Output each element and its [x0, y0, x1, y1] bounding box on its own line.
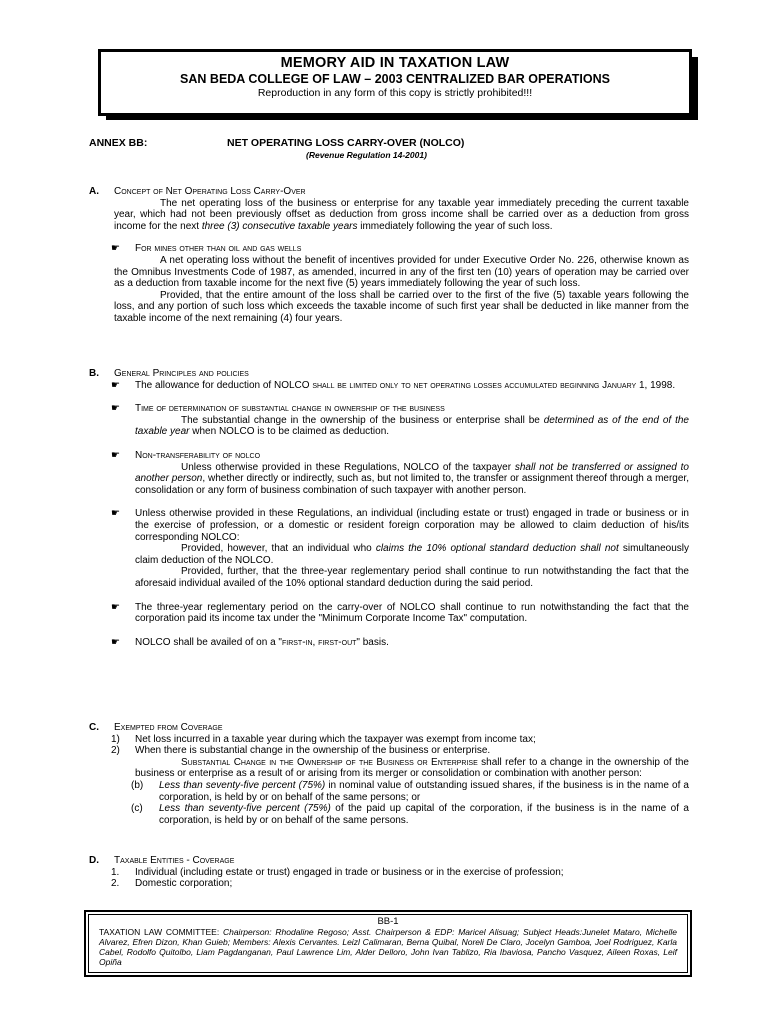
bullet-item: ☛ Non-transferability of nolco	[111, 449, 261, 461]
pointing-hand-icon: ☛	[111, 508, 120, 520]
section-d	[89, 855, 689, 890]
pointing-hand-icon: ☛	[111, 243, 120, 255]
pointing-hand-icon: ☛	[111, 449, 120, 461]
bullet-item: ☛ Time of determination of substantial change in ownership of the business	[111, 403, 445, 415]
bullet-item: ☛ NOLCO shall be availed of on a "first-in, first-out" basis.	[111, 636, 389, 648]
sub-list-item: (b) Less than seventy-five percent (75%) in nominal value of outstanding issued shares, if the business is in the name of a corporation, is held by or on behalf of the same persons; or	[131, 779, 689, 803]
annex-title: NET OPERATING LOSS CARRY-OVER (NOLCO)	[227, 137, 465, 149]
paragraph: Provided, that the entire amount of the loss shall be carried over to the first of the five (5) taxable years following the loss, and any portion of such loss which exceeds the taxable income of such first year shall be deducted in like manner from the taxable income of the next remaining (4) four years.	[114, 289, 689, 324]
list-item: 1) Net loss incurred in a taxable year during which the taxpayer was exempt from income tax;	[111, 733, 536, 745]
section-heading: Exempted from Coverage	[114, 722, 223, 733]
paragraph: Unless otherwise provided in these Regulations, NOLCO of the taxpayer shall not be transferred or assigned to another person, whether directly or indirectly, such as, but not limited to, the transfer or assignment thereof through a merger, consolidation or any form of business combination of such taxpayer with another person.	[135, 461, 689, 496]
bullet-item: ☛ The three-year reglementary period on the carry-over of NOLCO shall continue to run notwithstanding the fact that the corporation paid its income tax under the "Minimum Corporate Income Tax" computation.	[111, 601, 689, 625]
definition-paragraph: Substantial Change in the Ownership of the Business or Enterprise shall refer to a change in the ownership of the business or enterprise as a result of or arising from its merger or consolidation or combination with another person:	[135, 756, 689, 780]
doc-subtitle: SAN BEDA COLLEGE OF LAW – 2003 CENTRALIZED BAR OPERATIONS	[180, 72, 610, 86]
section-letter: A.	[89, 186, 99, 197]
list-item: 1. Individual (including estate or trust) engaged in trade or business or in the exercise of profession;	[111, 866, 564, 878]
pointing-hand-icon: ☛	[111, 601, 120, 613]
section-letter: C.	[89, 722, 99, 733]
page-number: BB-1	[377, 916, 399, 927]
header-box	[98, 49, 692, 116]
bullet-item: ☛ For mines other than oil and gas wells	[111, 243, 302, 255]
copy-notice: Reproduction in any form of this copy is strictly prohibited!!!	[257, 87, 533, 99]
section-heading: Concept of Net Operating Loss Carry-Over	[114, 186, 306, 197]
section-heading: Taxable Entities - Coverage	[114, 855, 235, 866]
bullet-item: ☛ The allowance for deduction of NOLCO shall be limited only to net operating losses accumulated beginning January 1, 1998.	[111, 379, 676, 391]
section-b	[89, 368, 689, 648]
paragraph: The net operating loss of the business or enterprise for any taxable year immediately preceding the current taxable year, which had not been previously offset as deduction from gross income shall be carried over as a deduction from gross income for the next three (3) consecutive taxable years immediately following the year of such loss.	[114, 197, 689, 232]
section-letter: B.	[89, 368, 99, 379]
paragraph: The substantial change in the ownership of the business or enterprise shall be determined as of the end of the taxable year when NOLCO is to be claimed as deduction.	[135, 414, 689, 438]
committee-credits: TAXATION LAW COMMITTEE: Chairperson: Rhodaline Regoso; Asst. Chairperson & EDP: Maricel Alisuag; Subject Heads:Junelet Mataro, Michelle Alvarez, Efren Dizon, Khan Guieb; Members: Alexis Cervantes. Leizl Calimaran, Berna Quibal, Noreli De Claro, Jocelyn Gamboa, Joel Rodriguez, Karla Cabel, Rodolfo Quitolbo, Liam Pagdanganan, Paul Lawrence Lim, Alder Delloro, John Ivan Tablizo, Ria Ibaviosa, Pancho Vasquez, Aileen Roxas, Leif Opiña	[99, 927, 677, 967]
list-item: 2) When there is substantial change in the ownership of the business or enterprise.	[111, 745, 491, 757]
annex-label: ANNEX BB:	[89, 137, 148, 149]
sub-list-item: (c) Less than seventy-five percent (75%) of the paid up capital of the corporation, if the business is in the name of a corporation, is held by or on behalf of the same persons.	[131, 803, 689, 826]
pointing-hand-icon: ☛	[111, 403, 120, 415]
regulation-ref: (Revenue Regulation 14-2001)	[306, 150, 427, 160]
section-a	[89, 186, 689, 325]
pointing-hand-icon: ☛	[111, 636, 120, 648]
section-letter: D.	[89, 855, 99, 866]
pointing-hand-icon: ☛	[111, 379, 120, 391]
bullet-item: ☛ Unless otherwise provided in these Regulations, an individual (including estate or trust) engaged in trade or business or in the exercise of profession, or a domestic or resident foreign corporation may be allowed to claim deduction of his/its corresponding NOLCO:	[111, 508, 689, 543]
paragraph: A net operating loss without the benefit of incentives provided for under Executive Order No. 226, otherwise known as the Omnibus Investments Code of 1987, as amended, incurred in any of the first ten (10) years of operation may be carried over as a deduction from taxable income for the next five (5) years immediately following the year of such loss.	[114, 254, 689, 290]
doc-title: MEMORY AID IN TAXATION LAW	[280, 55, 510, 71]
section-heading: General Principles and policies	[114, 368, 249, 379]
section-c	[89, 722, 689, 826]
paragraph: Provided, further, that the three-year reglementary period shall continue to run notwithstanding the fact that the aforesaid individual availed of the 10% optional standard deduction during the said period.	[135, 566, 689, 589]
footer-box	[84, 910, 692, 977]
list-item: 2. Domestic corporation;	[111, 878, 233, 890]
paragraph: Provided, however, that an individual who claims the 10% optional standard deduction shall not simultaneously claim deduction of the NOLCO.	[135, 543, 689, 566]
